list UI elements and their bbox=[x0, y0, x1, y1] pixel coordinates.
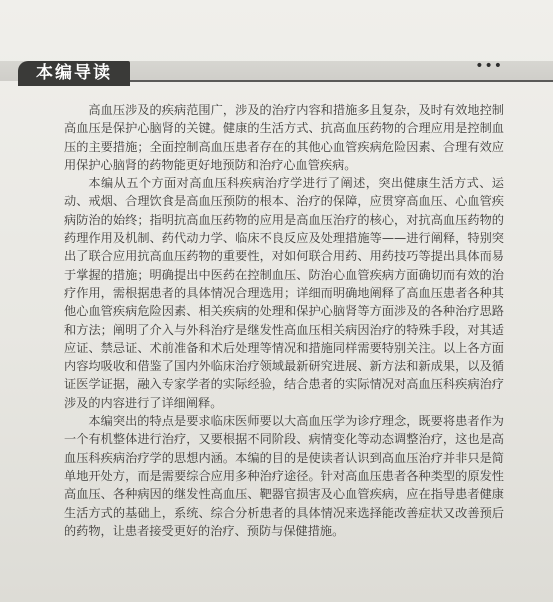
paragraph-1: 高血压涉及的疾病范围广，涉及的治疗内容和措施多且复杂，及时有效地控制高血压是保护心脑肾的关键。健康的生活方式、抗高血压药物的合理应用是控制血压的主要措施；全面控制高血压患者存在的其他心血管疾病危险因素、合理有效应用保护心脑肾的药物能更好地预防和治疗心血管疾病。 bbox=[64, 103, 504, 172]
body-text bbox=[64, 101, 504, 540]
section-title: 本编导读 bbox=[18, 61, 130, 86]
paragraph-3: 本编突出的特点是要求临床医师要以大高血压学为诊疗理念，既要将患者作为一个有机整体进行治疗，又要根据不同阶段、病情变化等动态调整治疗，这也是高血压科疾病治疗学的思想内涵。本编的目的是使读者认识到高血压治疗并非只是简单地开处方，而是需要综合应用多种治疗途径。针对高血压患者各种类型的原发性高血压、各种病因的继发性高血压、靶器官损害及心血管疾病，应在指导患者健康生活方式的基础上，系统、综合分析患者的具体情况来选择能改善症状又改善预后的药物，让患者接受更好的治疗、预防与保健措施。 bbox=[64, 414, 504, 538]
paragraph-2: 本编从五个方面对高血压科疾病治疗学进行了阐述，突出健康生活方式、运动、戒烟、合理饮食是高血压预防的根本、治疗的保障，应贯穿高血压、心血管疾病防治的始终；指明抗高血压药物的应用是高血压治疗的核心，对抗高血压药物的药理作用及机制、药代动力学、临床不良反应及处理措施等——进行阐释，特别突出了联合应用抗高血压药物的重要性，对如何联合用药、用药技巧等提出具体而易于掌握的措施；明确提出中医药在控制血压、防治心血管疾病方面确切而有效的治疗作用，需根据患者的具体情况合理选用；详细而明确地阐释了高血压患者各种其他心血管疾病危险因素、相关疾病的处理和保护心脑肾等方面涉及的各种治疗思路和方法；阐明了介入与外科治疗是继发性高血压相关病因治疗的特殊手段，对其适应证、禁忌证、术前准备和术后处理等情况和措施同样需要特别关注。以上各方面内容均吸收和借鉴了国内外临床治疗领域最新研究进展、新方法和新成果，以及循证医学证据，融入专家学者的实际经验，结合患者的实际情况对高血压科疾病治疗涉及的内容进行了详细阐释。 bbox=[64, 176, 504, 410]
section-header-rule bbox=[128, 80, 553, 82]
decorative-dots: ••• bbox=[475, 58, 503, 74]
